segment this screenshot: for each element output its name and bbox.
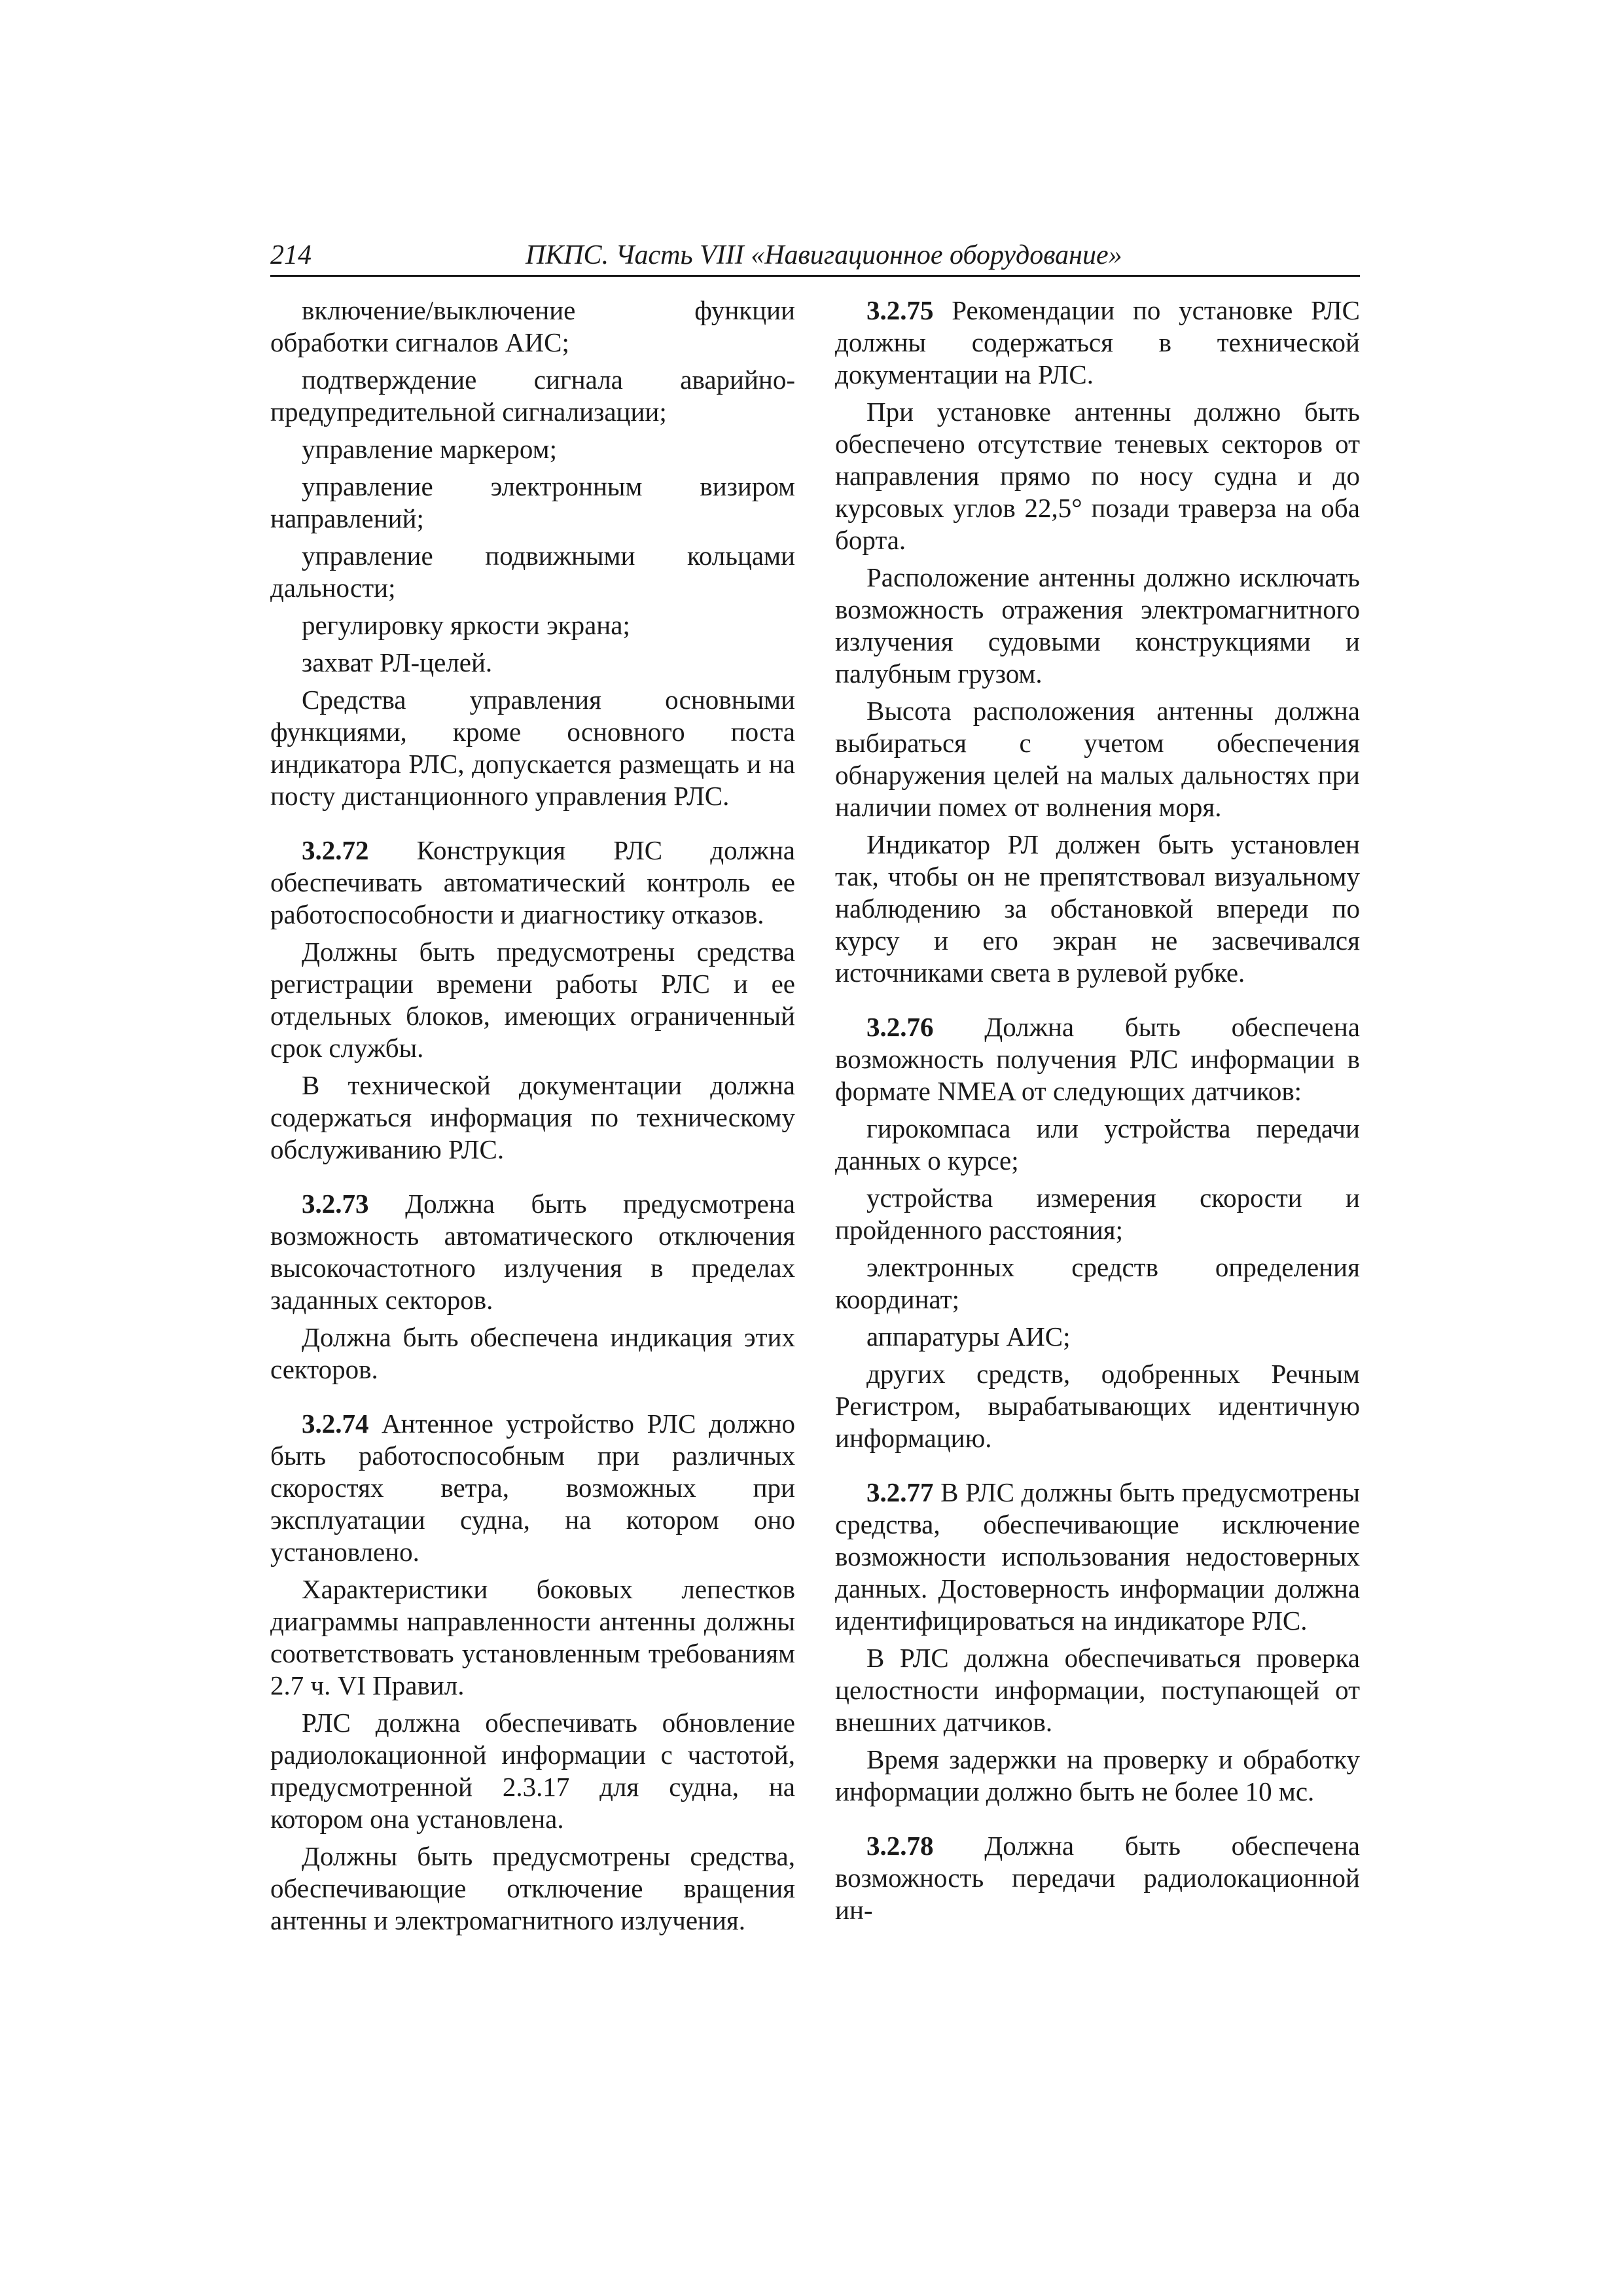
paragraph: Высота расположения антенны должна выбираться с учетом обеспечения обнаружения целей на малых дальностях при наличии помех от волнения моря.: [835, 696, 1360, 822]
right-column: [835, 295, 1360, 1926]
paragraph: регулировку яркости экрана;: [302, 610, 630, 640]
section-paragraph: [270, 1408, 795, 1568]
section-text: Должна быть предусмотрена возможность автоматического отключения высокочастотного излучения в пределах заданных секторов.: [270, 1189, 796, 1315]
paragraph: Характеристики боковых лепестков диаграммы направленности антенны должны соответствовать установленным требованиям 2.7 ч. VI Правил.: [270, 1574, 795, 1700]
paragraph: Время задержки на проверку и обработку информации должно быть не более 10 мс.: [835, 1744, 1360, 1806]
paragraph: электронных средств определения координат;: [835, 1252, 1360, 1314]
paragraph: Должны быть предусмотрены средства регистрации времени работы РЛС и ее отдельных блоков, имеющих ограниченный срок службы.: [270, 937, 795, 1063]
section-number: 3.2.76: [866, 1012, 934, 1042]
section-number: 3.2.73: [302, 1189, 369, 1219]
left-column: [270, 295, 795, 1937]
section-text: Должна быть обеспечена возможность получения РЛС информации в формате NMEA от следующих датчиков:: [835, 1012, 1360, 1106]
section-paragraph: [270, 1188, 795, 1316]
paragraph: Индикатор РЛ должен быть установлен так, чтобы он не препятствовал визуальному наблюдению за обстановкой впереди по курсу и его экран не засвечивался источниками света в рулевой рубке.: [835, 829, 1360, 988]
section-number: 3.2.78: [866, 1831, 934, 1861]
section-number: 3.2.75: [866, 295, 934, 325]
section-paragraph: [835, 1830, 1360, 1926]
section-text: В РЛС должны быть предусмотрены средства, обеспечивающие исключение возможности использования недостоверных данных. Достоверность информации должна идентифицироваться на индикаторе РЛС.: [835, 1477, 1361, 1636]
section-paragraph: [835, 295, 1360, 391]
paragraph: подтверждение сигнала аварийно-предупредительной сигнализации;: [270, 365, 795, 427]
paragraph: управление подвижными кольцами дальности;: [270, 541, 795, 603]
section-number: 3.2.77: [866, 1477, 934, 1507]
paragraph: управление электронным визиром направлений;: [270, 471, 795, 533]
paragraph: При установке антенны должно быть обеспечено отсутствие теневых секторов от направления прямо по носу судна и до курсовых углов 22,5° позади траверза на оба борта.: [835, 397, 1360, 555]
section-paragraph: [270, 834, 795, 931]
paragraph: Должны быть предусмотрены средства, обеспечивающие отключение вращения антенны и электромагнитного излучения.: [270, 1841, 795, 1935]
section-number: 3.2.74: [302, 1408, 369, 1439]
paragraph: В технической документации должна содержаться информация по техническому обслуживанию РЛС.: [270, 1070, 795, 1164]
section-text: Должна быть обеспечена возможность передачи радиолокационной ин-: [835, 1831, 1360, 1925]
section-text: Рекомендации по установке РЛС должны содержаться в технической документации на РЛС.: [835, 295, 1360, 389]
paragraph: Расположение антенны должно исключать возможность отражения электромагнитного излучения судовыми конструкциями и палубным грузом.: [835, 562, 1360, 689]
paragraph: В РЛС должна обеспечиваться проверка целостности информации, поступающей от внешних датчиков.: [835, 1643, 1360, 1737]
paragraph: аппаратуры АИС;: [866, 1321, 1071, 1352]
paragraph: РЛС должна обеспечивать обновление радиолокационной информации с частотой, предусмотренной 2.3.17 для судна, на котором она установлена.: [270, 1708, 795, 1834]
running-title: ПКПС. Часть VIII «Навигационное оборудование»: [526, 240, 1122, 270]
section-paragraph: [835, 1477, 1360, 1637]
section-text: Антенное устройство РЛС должно быть работоспособным при различных скоростях ветра, возможных при эксплуатации судна, на котором оно установлено.: [270, 1408, 796, 1567]
paragraph: захват РЛ-целей.: [302, 647, 493, 677]
paragraph: Средства управления основными функциями, кроме основного поста индикатора РЛС, допускается размещать и на посту дистанционного управления РЛС.: [270, 685, 795, 811]
section-paragraph: [835, 1011, 1360, 1107]
paragraph: Должна быть обеспечена индикация этих секторов.: [270, 1322, 795, 1384]
paragraph: устройства измерения скорости и пройденного расстояния;: [835, 1183, 1360, 1245]
paragraph: включение/выключение функции обработки сигналов АИС;: [270, 295, 795, 357]
section-number: 3.2.72: [302, 835, 369, 865]
paragraph: управление маркером;: [302, 434, 557, 464]
page-number: 214: [270, 240, 312, 270]
section-text: Конструкция РЛС должна обеспечивать автоматический контроль ее работоспособности и диагностику отказов.: [270, 835, 796, 929]
paragraph: других средств, одобренных Речным Регистром, вырабатывающих идентичную информацию.: [835, 1359, 1360, 1453]
page-header: [270, 236, 1360, 277]
paragraph: гирокомпаса или устройства передачи данных о курсе;: [835, 1113, 1360, 1175]
